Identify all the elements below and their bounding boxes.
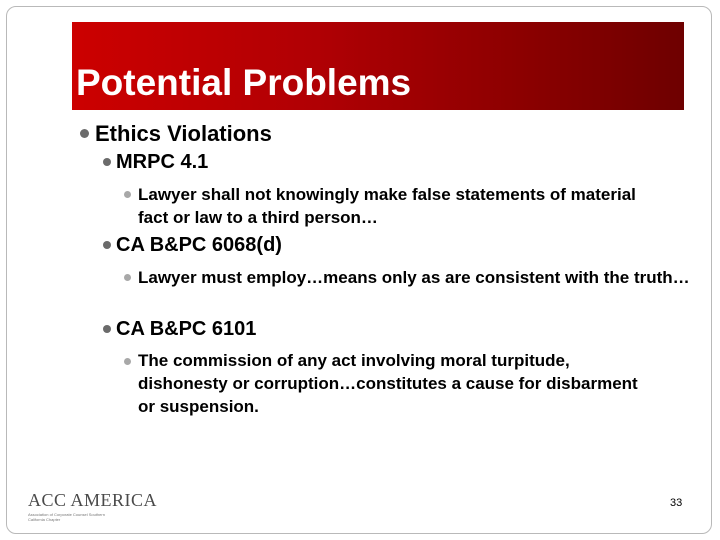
bullet-dot-icon bbox=[103, 325, 111, 333]
acc-america-logo bbox=[24, 484, 158, 526]
bullet-ca-bpc-6068d: CA B&PC 6068(d) bbox=[116, 234, 282, 256]
bullet-ethics-violations: Ethics Violations bbox=[95, 121, 272, 146]
logo-subtext: Association of Corporate Counsel Southern California Chapter bbox=[28, 512, 105, 522]
bullet-6068d-text: Lawyer must employ…means only as are consistent with the truth… bbox=[138, 268, 690, 287]
slide-title: Potential Problems bbox=[76, 62, 412, 103]
bullet-dot-icon bbox=[124, 191, 131, 198]
logo-name: ACC AMERICA bbox=[28, 490, 158, 510]
bullet-dot-icon bbox=[124, 274, 131, 281]
bullet-dot-icon bbox=[103, 158, 111, 166]
bullet-dot-icon bbox=[124, 358, 131, 365]
bullet-ca-bpc-6101: CA B&PC 6101 bbox=[116, 318, 257, 340]
page-number: 33 bbox=[670, 497, 683, 509]
bullet-dot-icon bbox=[103, 241, 111, 249]
bullet-dot-icon bbox=[80, 129, 89, 138]
bullet-mrpc-4-1: MRPC 4.1 bbox=[116, 151, 209, 173]
bullet-mrpc-text: Lawyer shall not knowingly make false statements of material fact or law to a third person… bbox=[138, 185, 636, 227]
bullet-6101-text: The commission of any act involving moral turpitude, dishonesty or corruption…constitutes a cause for disbarment or suspension. bbox=[138, 351, 638, 416]
